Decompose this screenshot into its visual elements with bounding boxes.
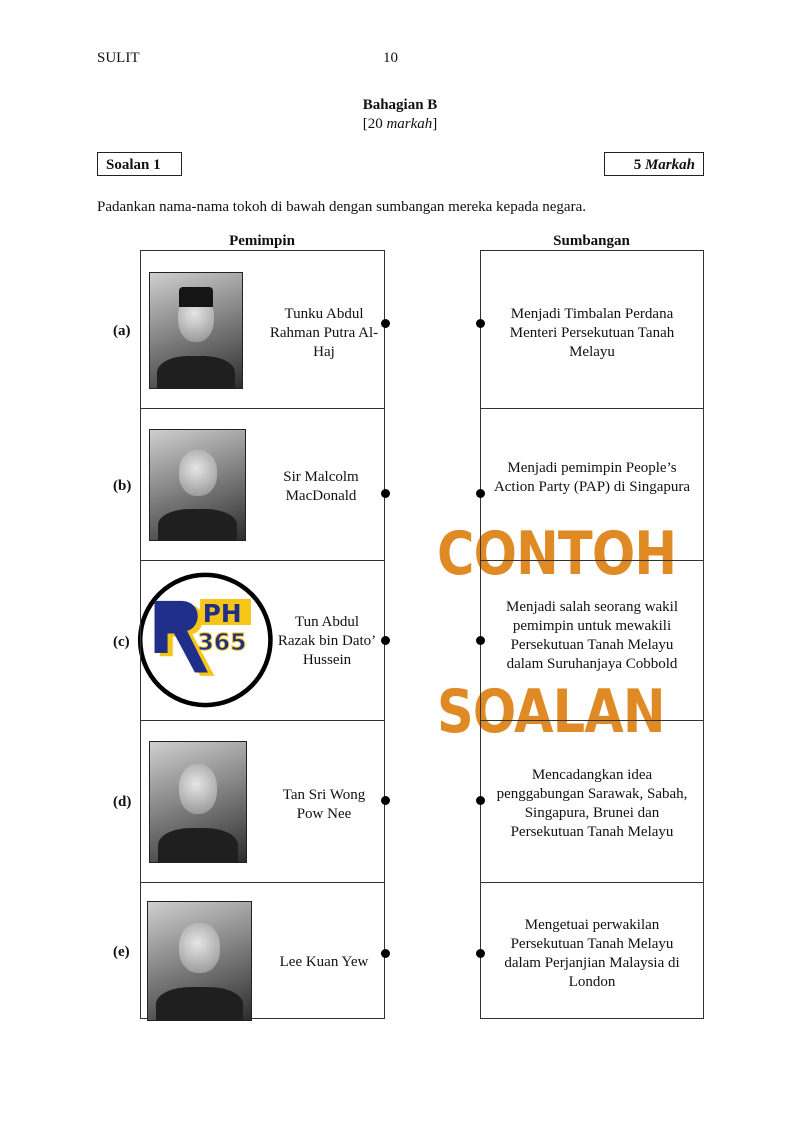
contribution-text: Menjadi salah seorang wakil pemimpin untuk mewakili Persekutuan Tanah Melayu dalam Suruhanjaya Cobbold	[505, 599, 679, 672]
section-marks	[0, 116, 800, 133]
watermark-line2: SOALAN	[437, 677, 665, 747]
photo-lee-kuan-yew	[147, 901, 252, 1021]
contribution-text: Menjadi Timbalan Perdana Menteri Persekutuan Tanah Melayu	[509, 306, 675, 360]
divider	[141, 560, 384, 561]
match-dot-right[interactable]	[476, 796, 485, 805]
divider	[141, 408, 384, 409]
leader-name: Tan Sri Wong Pow Nee	[282, 787, 366, 822]
leader-name: Sir Malcolm MacDonald	[283, 469, 359, 504]
question-label: Soalan 1	[97, 152, 182, 176]
divider	[141, 882, 384, 883]
row-letter: (a)	[113, 323, 131, 339]
marks-italic: markah	[386, 116, 433, 132]
column-header-left: Pemimpin	[229, 233, 295, 249]
match-dot-left[interactable]	[381, 489, 390, 498]
match-dot-right[interactable]	[476, 319, 485, 328]
match-dot-right[interactable]	[476, 949, 485, 958]
column-header-right: Sumbangan	[553, 233, 630, 249]
instruction: Padankan nama-nama tokoh di bawah dengan sumbangan mereka kepada negara.	[97, 199, 586, 215]
photo-malcolm-macdonald	[149, 429, 246, 541]
divider	[481, 720, 703, 721]
row-letter: (c)	[113, 634, 130, 650]
page-number: 10	[383, 50, 398, 66]
question-marks	[604, 152, 704, 176]
logo-ph: PH	[202, 598, 242, 628]
leader-name: Tunku Abdul Rahman Putra Al-Haj	[269, 306, 379, 360]
section-title: Bahagian B	[362, 97, 438, 113]
contributions-column	[480, 250, 704, 1019]
logo-365: 365	[197, 627, 247, 656]
photo-wong-pow-nee	[149, 741, 247, 863]
header-sulit: SULIT	[97, 50, 140, 66]
leader-name: Tun Abdul Razak bin Dato’ Hussein	[277, 614, 377, 668]
contribution-text: Mencadangkan idea penggabungan Sarawak, Sabah, Singapura, Brunei dan Persekutuan Tanah Melayu	[496, 767, 688, 840]
match-dot-left[interactable]	[381, 636, 390, 645]
marks-prefix: [20	[362, 116, 387, 132]
match-dot-left[interactable]	[381, 319, 390, 328]
marks-italic: Markah	[644, 157, 695, 173]
photo-tun-abdul-razak	[149, 582, 246, 701]
match-dot-left[interactable]	[381, 796, 390, 805]
row-letter: (e)	[113, 944, 130, 960]
contribution-text: Menjadi pemimpin People’s Action Party (PAP) di Singapura	[493, 460, 691, 495]
row-letter: (b)	[113, 478, 132, 494]
leader-name: Lee Kuan Yew	[279, 954, 369, 970]
match-dot-right[interactable]	[476, 489, 485, 498]
contribution-text: Mengetuai perwakilan Persekutuan Tanah Melayu dalam Perjanjian Malaysia di London	[504, 917, 680, 990]
divider	[141, 720, 384, 721]
divider	[481, 882, 703, 883]
marks-number: 5	[633, 157, 645, 173]
row-letter: (d)	[113, 794, 132, 810]
match-dot-right[interactable]	[476, 636, 485, 645]
divider	[481, 560, 703, 561]
watermark-line1: CONTOH	[437, 519, 677, 589]
match-dot-left[interactable]	[381, 949, 390, 958]
photo-tunku-abdul-rahman	[149, 272, 243, 389]
divider	[481, 408, 703, 409]
leaders-column	[140, 250, 385, 1019]
marks-suffix: ]	[432, 116, 438, 132]
